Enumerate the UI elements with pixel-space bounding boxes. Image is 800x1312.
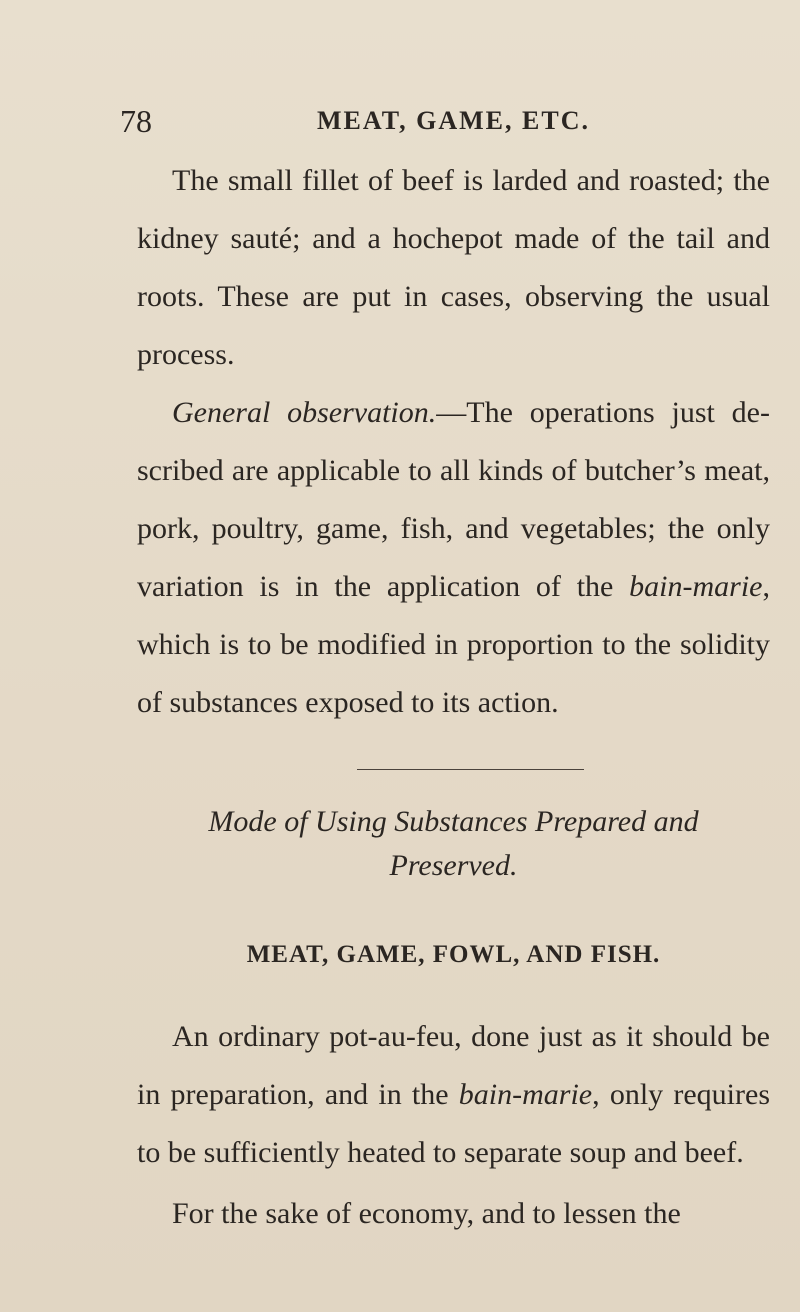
running-head (120, 96, 760, 146)
general-observation-lead: General observation. (172, 396, 437, 429)
bain-marie-term-2: bain-marie (458, 1078, 593, 1111)
paragraph-fillet-text: The small fillet of beef is larded and roasted; the kidney sauté; and a hochepot made of the tail and roots. These are put in cases, observing the usual process. (137, 164, 770, 371)
section-divider-rule (357, 769, 584, 770)
subheading: MEAT, GAME, FOWL, AND FISH. (246, 941, 661, 968)
section-title-line-1: Mode of Using Substances Prepared and (208, 805, 699, 838)
running-title: MEAT, GAME, ETC. (317, 106, 590, 135)
bain-marie-term: bain-marie (629, 570, 763, 603)
general-observation-end: , which is to be modified in proportion to the solidity of substances exposed to its action. (137, 570, 770, 719)
pot-au-feu-text: An ordinary pot-au-feu, done just as it should be in preparation, and in the (137, 1020, 770, 1111)
page-number: 78 (120, 103, 152, 139)
general-observation-text: —The operations just described are applicable to all kinds of butcher’s meat, pork, poultry, game, fish, and vegetables; the only variation is in the application of the (137, 396, 770, 603)
economy-text: For the sake of economy, and to lessen the (172, 1197, 681, 1230)
section-title-line-2: Preserved. (389, 849, 518, 882)
page-body (137, 152, 770, 1243)
paragraph-pot-au-feu (137, 1008, 770, 1182)
paragraph-fillet (137, 152, 770, 384)
paragraph-economy (137, 1185, 770, 1243)
section-title (137, 800, 770, 888)
paragraph-general-observation (137, 384, 770, 732)
pot-au-feu-end: , only requires to be sufficiently heated to separate soup and beef. (137, 1078, 771, 1169)
